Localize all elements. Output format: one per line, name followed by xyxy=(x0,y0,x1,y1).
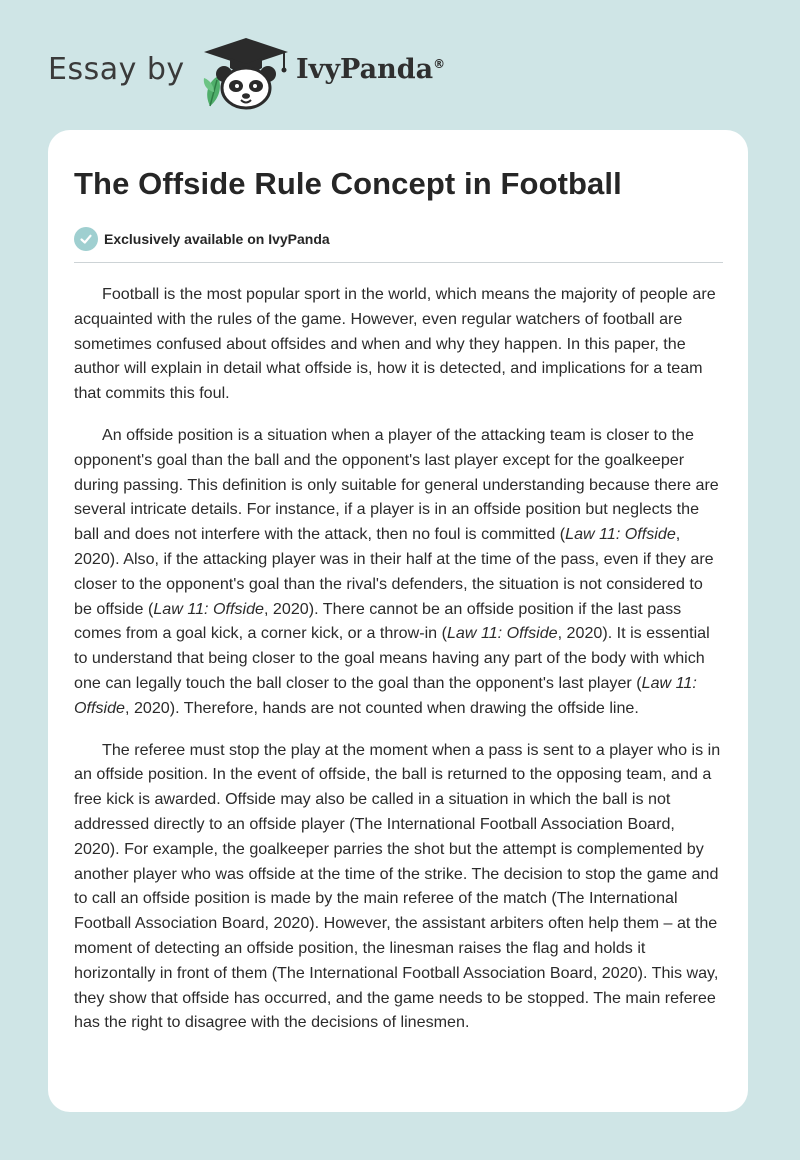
exclusive-label: Exclusively available on IvyPanda xyxy=(104,231,330,247)
essay-card xyxy=(48,130,748,1112)
citation-title: Law 11: Offside xyxy=(153,599,264,618)
citation-title: Law 11: Offside xyxy=(74,673,697,717)
paragraph-text: The referee must stop the play at the moment when a pass is sent to a player who is in an offside position. In the event of offside, the ball is returned to the opposing team, and a free kick is awarded. Offside may also be called in a situation in which the ball is not addressed directly to an offside player (The International Football Association Board, 2020). For example, the goalkeeper parries the shot but the attempt is complemented by another player who was offside at the time of the strike. The decision to stop the game and to call an offside position is made by the main referee of the match (The International Football Association Board, 2020). However, the assistant arbiters often help them – at the moment of detecting an offside position, the linesman raises the flag and holds it horizontally in front of them (The International Football Association Board, 2020). This way, they show that offside has occurred, and the game needs to be stopped. The main referee has the right to disagree with the decisions of linesmen. xyxy=(74,740,721,1032)
paragraph-text: , 2020). Therefore, hands are not counted when drawing the offside line. xyxy=(125,698,639,717)
site-header xyxy=(0,0,800,130)
exclusive-badge xyxy=(74,226,723,252)
brand-text: IvyPanda xyxy=(296,54,434,85)
citation-title: Law 11: Offside xyxy=(565,525,676,544)
paragraph-text: Football is the most popular sport in the world, which means the majority of people are acquainted with the rules of the game. However, even regular watchers of football are sometimes confused about offsides and when and why they happen. In this paper, the author will explain in detail what offside is, how it is detected, and implications for a team that commits this foul. xyxy=(74,285,716,403)
trademark-symbol: ® xyxy=(433,57,446,71)
check-icon xyxy=(74,227,98,251)
divider xyxy=(74,262,723,263)
paragraph-text: , 2020). Also, if the attacking player was in their half at the time of the pass, even if they are closer to the opponent's goal than the rival's defenders, the situation is not considered to be offside ( xyxy=(74,525,714,618)
paragraph-text: , 2020). There cannot be an offside position if the last pass comes from a goal kick, a corner kick, or a throw-in ( xyxy=(74,599,682,643)
paragraph-text: An offside position is a situation when a player of the attacking team is closer to the opponent's goal than the ball and the opponent's last player except for the goalkeeper during passing. This definition is only suitable for general understanding because there are several intricate details. For instance, if a player is in an offside position but neglects the ball and does not interfere with the attack, then no foul is committed ( xyxy=(74,425,719,544)
essay-paragraph xyxy=(74,738,723,1036)
brand-name[interactable] xyxy=(296,54,445,85)
paragraph-text: , 2020). It is essential to understand that being closer to the goal means having any part of the body with which one can legally touch the ball closer to the goal than the opponent's last player ( xyxy=(74,624,710,692)
essay-by-label: Essay by xyxy=(48,52,185,87)
page-title: The Offside Rule Concept in Football xyxy=(74,166,622,201)
essay-body xyxy=(74,282,723,1035)
essay-paragraph xyxy=(74,282,723,406)
panda-logo-icon[interactable] xyxy=(200,36,292,110)
citation-title: Law 11: Offside xyxy=(446,624,558,643)
essay-paragraph xyxy=(74,423,723,721)
